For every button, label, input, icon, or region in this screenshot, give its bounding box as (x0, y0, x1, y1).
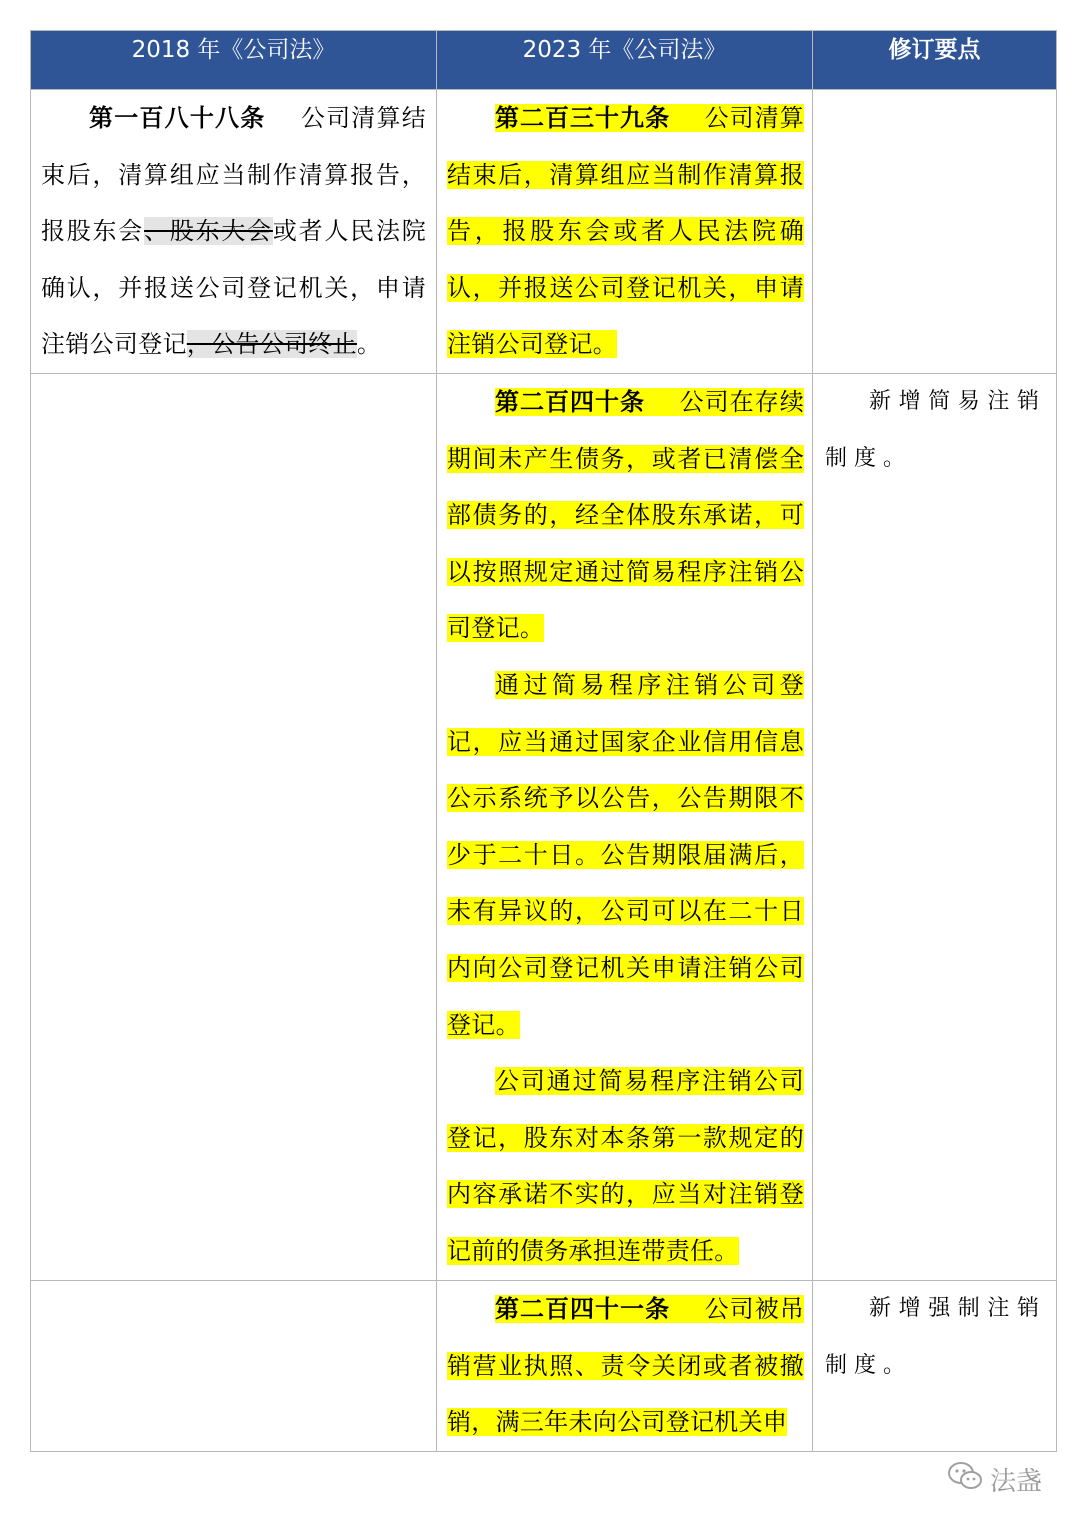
revision-note: 新增简易注销制度。 (825, 388, 1046, 471)
old-text: 公司清算结束后，清算组应当制作清算报告，报股东会 (41, 104, 427, 246)
old-law-cell (31, 373, 437, 1280)
new-law-cell (437, 373, 813, 1280)
old-text: 。 (356, 330, 382, 359)
new-text: 公司在存续期间未产生债务，或者已清偿全部债务的，经全体股东承诺，可以按照规定通过简易程序注销公司登记。 (447, 387, 805, 643)
new-text: 公司清算结束后，清算组应当制作清算报告，报股东会或者人民法院确认，并报送公司登记机关，申请注销公司登记。 (447, 104, 805, 359)
header-revision-points: 修订要点 (813, 31, 1057, 90)
header-2018: 2018 年《公司法》 (31, 31, 437, 90)
article-number: 第二百三十九条 (495, 104, 671, 132)
new-law-cell (437, 90, 813, 374)
table-row (31, 373, 1057, 1280)
new-law-paragraph (447, 1053, 804, 1279)
old-text: 或者人民法院确认，并报送公司登记机关，申请注销公司登记 (41, 217, 427, 359)
deleted-text: ，公告公司终止 (186, 330, 357, 359)
new-text: 公司通过简易程序注销公司登记，股东对本条第一款规定的内容承诺不实的，应当对注销登记前的债务承担连带责任。 (447, 1067, 804, 1265)
watermark (946, 1460, 1042, 1499)
new-law-cell (437, 1280, 813, 1451)
new-law-paragraph (447, 657, 804, 1053)
note-cell (813, 90, 1057, 374)
article-number: 第一百八十八条 (89, 104, 266, 132)
table-row (31, 1280, 1057, 1451)
new-law-paragraph (447, 374, 804, 657)
new-law-paragraph (447, 90, 804, 373)
article-number: 第二百四十一条 (495, 1294, 671, 1323)
table-row (31, 90, 1057, 374)
old-law-cell (31, 90, 437, 374)
wechat-icon (946, 1460, 984, 1499)
note-cell (813, 1280, 1057, 1451)
article-number: 第二百四十条 (495, 387, 646, 416)
old-law-cell (31, 1280, 437, 1451)
note-cell (813, 373, 1057, 1280)
old-law-paragraph (41, 90, 426, 373)
revision-note: 新增强制注销制度。 (825, 1295, 1046, 1378)
header-row (31, 31, 1057, 90)
deleted-text: 、股东大会 (144, 217, 273, 246)
new-law-paragraph (447, 1281, 804, 1451)
comparison-table (30, 30, 1057, 1452)
watermark-text: 法盏 (989, 1467, 1042, 1497)
new-text: 公司被吊销营业执照、责令关闭或者被撤销，满三年未向公司登记机关申 (447, 1294, 805, 1437)
new-text: 通过简易程序注销公司登记，应当通过国家企业信用信息公示系统予以公告，公告期限不少于二十日。公告期限届满后，未有异议的，公司可以在二十日内向公司登记机关申请注销公司登记。 (447, 670, 804, 1039)
header-2023: 2023 年《公司法》 (437, 31, 813, 90)
